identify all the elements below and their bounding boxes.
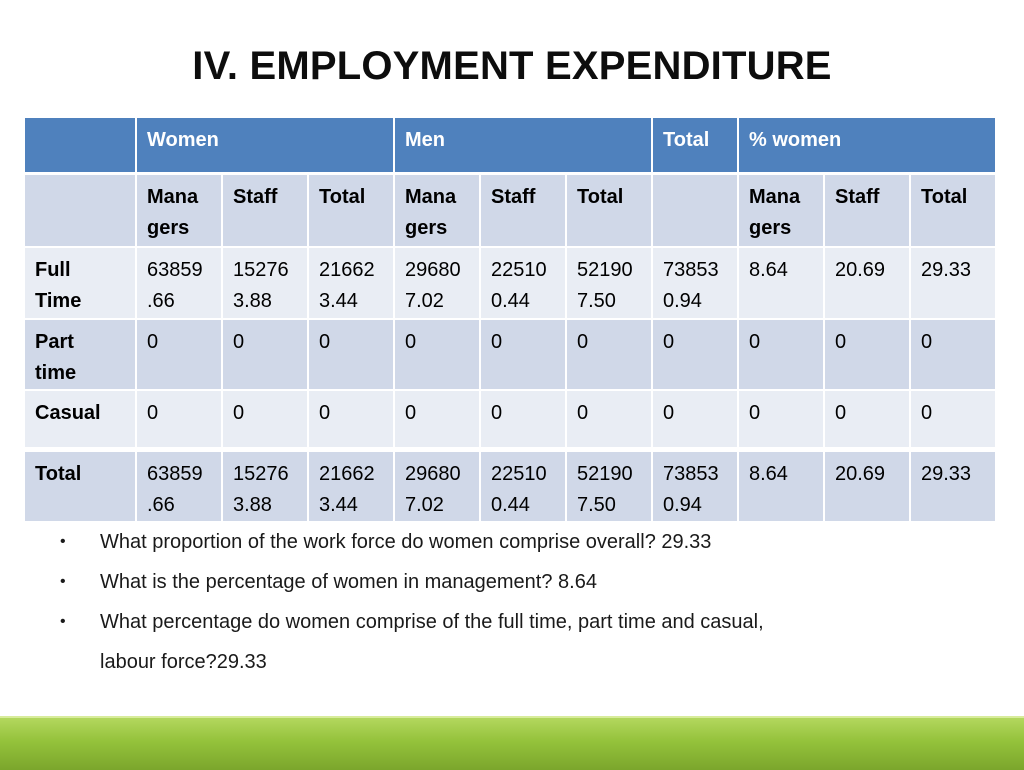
subheader-cell: Staff xyxy=(481,175,567,248)
table-row-part-time xyxy=(25,320,997,391)
table-cell: 22510 0.44 xyxy=(481,449,567,523)
table-cell: 0 xyxy=(137,391,223,449)
subheader-cell xyxy=(653,175,739,248)
table-cell: 8.64 xyxy=(739,248,825,320)
table-row-casual xyxy=(25,391,997,449)
subheader-cell: Mana gers xyxy=(739,175,825,248)
subheader-cell: Total xyxy=(911,175,997,248)
table-cell: 0 xyxy=(911,320,997,391)
table-cell: 21662 3.44 xyxy=(309,449,395,523)
table-cell: 0 xyxy=(911,391,997,449)
table-cell: 0 xyxy=(481,320,567,391)
table-cell: 63859 .66 xyxy=(137,449,223,523)
bullet-text: What percentage do women comprise of the full time, part time and casual, xyxy=(100,611,764,633)
header-women: Women xyxy=(137,118,395,175)
table-cell: 0 xyxy=(223,391,309,449)
table-cell: 0 xyxy=(223,320,309,391)
table-cell: 0 xyxy=(481,391,567,449)
list-item xyxy=(60,562,960,602)
table-row-total xyxy=(25,449,997,523)
table-cell: 20.69 xyxy=(825,248,911,320)
employment-expenditure-table xyxy=(25,118,997,523)
list-item-continuation xyxy=(60,642,960,682)
table-cell: 8.64 xyxy=(739,449,825,523)
table-cell: 0 xyxy=(739,391,825,449)
row-label: Full Time xyxy=(25,248,137,320)
table-cell: 73853 0.94 xyxy=(653,248,739,320)
table-cell: 29.33 xyxy=(911,248,997,320)
table-cell: 22510 0.44 xyxy=(481,248,567,320)
table-cell: 0 xyxy=(739,320,825,391)
bullet-icon: • xyxy=(60,533,66,550)
bullet-text: What proportion of the work force do women comprise overall? 29.33 xyxy=(100,531,712,553)
table-group-header-row xyxy=(25,118,997,175)
bullet-icon: • xyxy=(60,573,66,590)
table-cell: 52190 7.50 xyxy=(567,449,653,523)
list-item xyxy=(60,522,960,562)
table-cell: 0 xyxy=(137,320,223,391)
table-cell: 0 xyxy=(567,391,653,449)
subheader-cell: Total xyxy=(567,175,653,248)
table-cell: 29680 7.02 xyxy=(395,449,481,523)
table-cell: 0 xyxy=(309,391,395,449)
subheader-cell xyxy=(25,175,137,248)
bullet-text: What is the percentage of women in management? 8.64 xyxy=(100,571,597,593)
table-cell: 73853 0.94 xyxy=(653,449,739,523)
question-list xyxy=(60,522,960,682)
footer-bar xyxy=(0,716,1024,770)
table-cell: 20.69 xyxy=(825,449,911,523)
table-cell: 0 xyxy=(825,391,911,449)
slide-title: IV. EMPLOYMENT EXPENDITURE xyxy=(192,44,832,88)
table-cell: 29680 7.02 xyxy=(395,248,481,320)
table-cell: 15276 3.88 xyxy=(223,248,309,320)
table-cell: 0 xyxy=(395,320,481,391)
table-cell: 29.33 xyxy=(911,449,997,523)
subheader-cell: Total xyxy=(309,175,395,248)
table-subheader-row xyxy=(25,175,997,248)
header-corner-cell xyxy=(25,118,137,175)
bullet-text: labour force?29.33 xyxy=(100,651,267,673)
table-cell: 21662 3.44 xyxy=(309,248,395,320)
table-cell: 63859 .66 xyxy=(137,248,223,320)
table-cell: 0 xyxy=(309,320,395,391)
row-label: Casual xyxy=(25,391,137,449)
table-cell: 52190 7.50 xyxy=(567,248,653,320)
table-cell: 0 xyxy=(395,391,481,449)
table-cell: 0 xyxy=(567,320,653,391)
table-cell: 0 xyxy=(825,320,911,391)
header-total: Total xyxy=(653,118,739,175)
subheader-cell: Mana gers xyxy=(137,175,223,248)
bullet-icon: • xyxy=(60,613,66,630)
subheader-cell: Staff xyxy=(223,175,309,248)
header-pct-women: % women xyxy=(739,118,997,175)
list-item xyxy=(60,602,960,642)
table-row-full-time xyxy=(25,248,997,320)
row-label: Part time xyxy=(25,320,137,391)
header-men: Men xyxy=(395,118,653,175)
subheader-cell: Mana gers xyxy=(395,175,481,248)
subheader-cell: Staff xyxy=(825,175,911,248)
row-label: Total xyxy=(25,449,137,523)
table-cell: 0 xyxy=(653,391,739,449)
table-cell: 0 xyxy=(653,320,739,391)
table-cell: 15276 3.88 xyxy=(223,449,309,523)
